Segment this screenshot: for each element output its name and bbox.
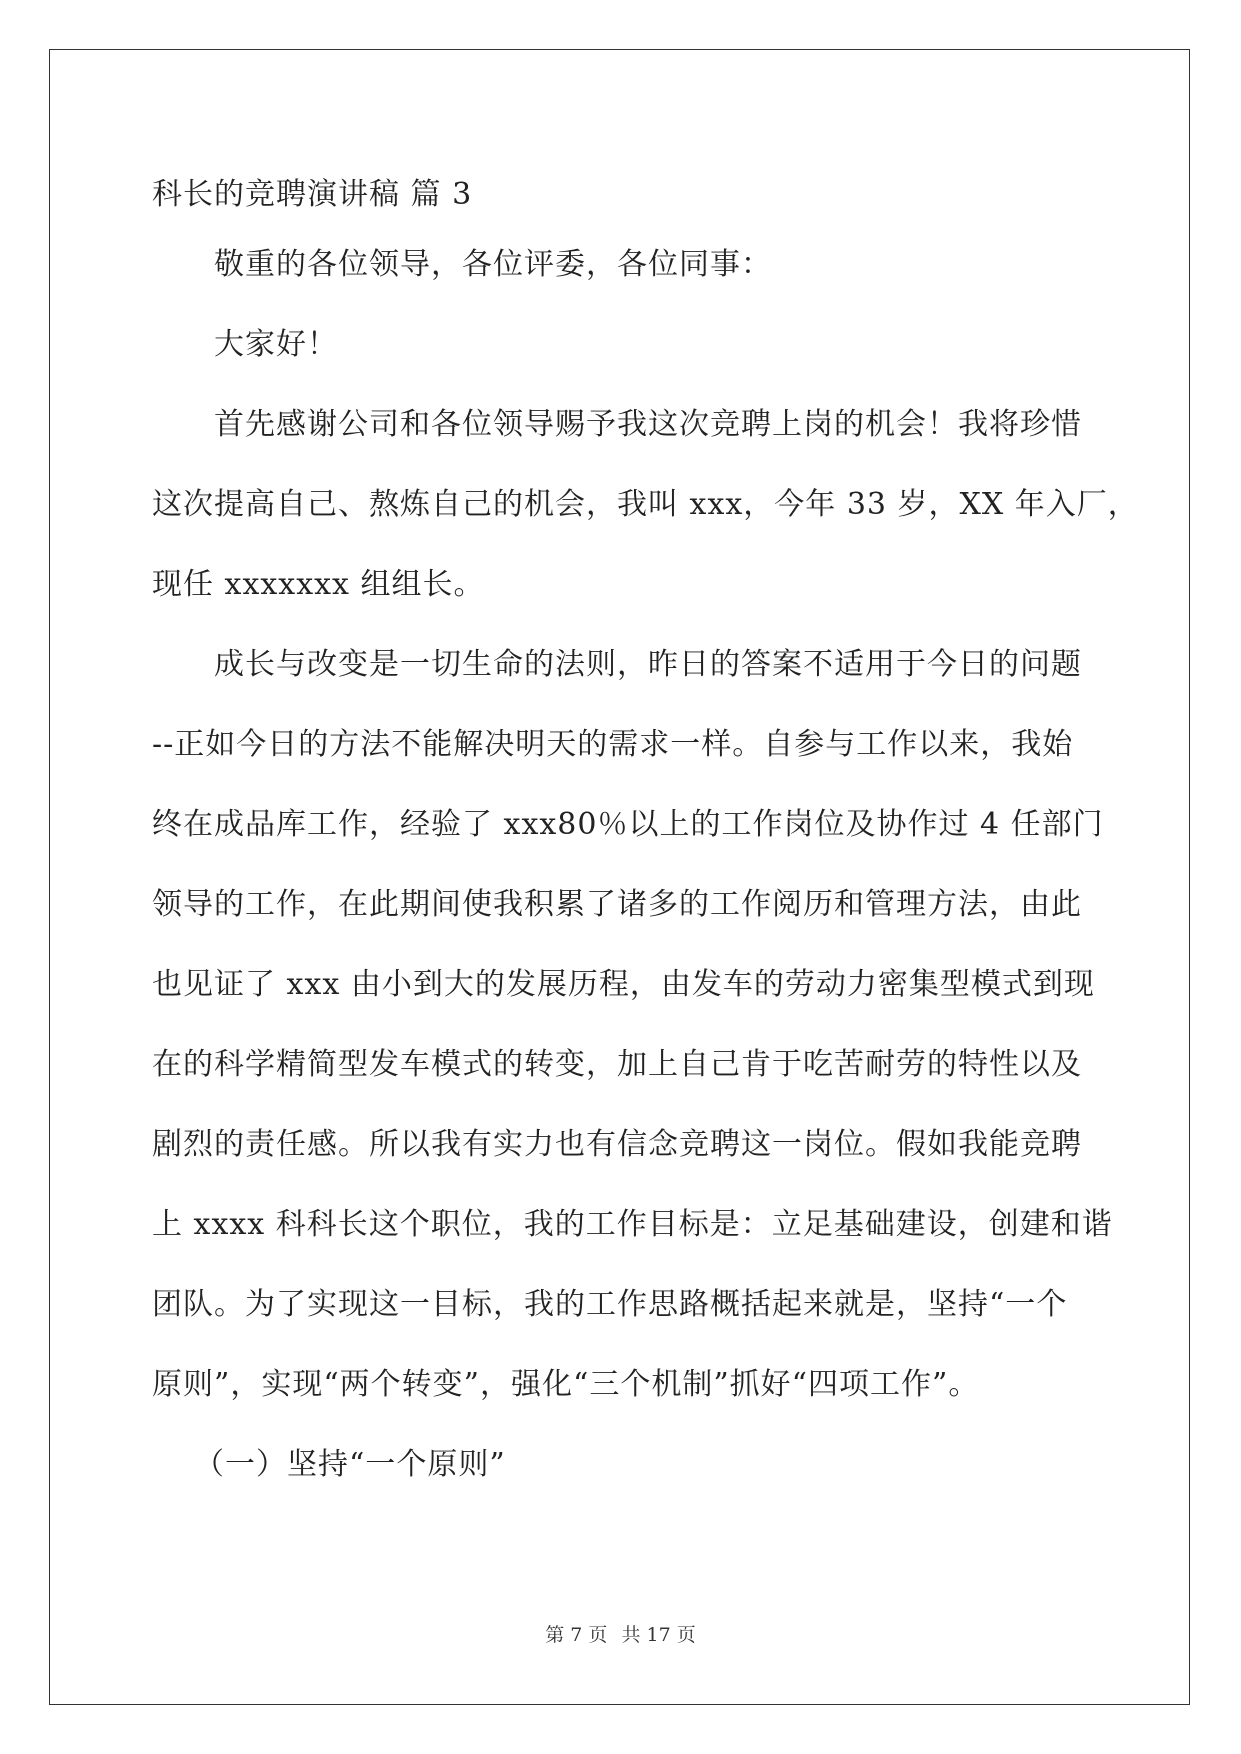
section-heading: （一）坚持“一个原则” [194,1447,506,1482]
paragraph-line: 原则”，实现“两个转变”，强化“三个机制”抓好“四项工作”。 [152,1367,980,1402]
paragraph-line: 成长与改变是一切生命的法则，昨日的答案不适用于今日的问题 [214,647,1082,682]
paragraph-line: 团队。为了实现这一目标，我的工作思路概括起来就是，坚持“一个 [152,1287,1068,1322]
greeting: 大家好！ [214,327,338,362]
document-title: 科长的竞聘演讲稿 篇 3 [152,177,473,212]
paragraph-line: 领导的工作，在此期间使我积累了诸多的工作阅历和管理方法，由此 [152,887,1082,922]
paragraph-line: 终在成品库工作，经验了 xxx80％以上的工作岗位及协作过 4 任部门 [152,807,1104,842]
paragraph-line: 剧烈的责任感。所以我有实力也有信念竞聘这一岗位。假如我能竞聘 [152,1127,1082,1162]
paragraph-line: 首先感谢公司和各位领导赐予我这次竞聘上岗的机会！我将珍惜 [214,407,1082,442]
paragraph-line: --正如今日的方法不能解决明天的需求一样。自参与工作以来，我始 [152,727,1074,762]
paragraph-line: 在的科学精简型发车模式的转变，加上自己肯于吃苦耐劳的特性以及 [152,1047,1082,1082]
salutation: 敬重的各位领导，各位评委，各位同事： [214,247,772,282]
page-total: 共 17 页 [621,1624,696,1646]
paragraph-line: 上 xxxx 科科长这个职位，我的工作目标是：立足基础建设，创建和谐 [152,1207,1113,1242]
paragraph-line: 这次提高自己、熬炼自己的机会，我叫 xxx，今年 33 岁，XX 年入厂， [152,487,1139,522]
paragraph-line: 现任 xxxxxxx 组组长。 [152,567,485,602]
page-number: 第 7 页 [545,1624,608,1646]
paragraph-line: 也见证了 xxx 由小到大的发展历程，由发车的劳动力密集型模式到现 [152,967,1095,1002]
document-body [152,165,1139,1505]
page-footer [0,1620,1241,1647]
